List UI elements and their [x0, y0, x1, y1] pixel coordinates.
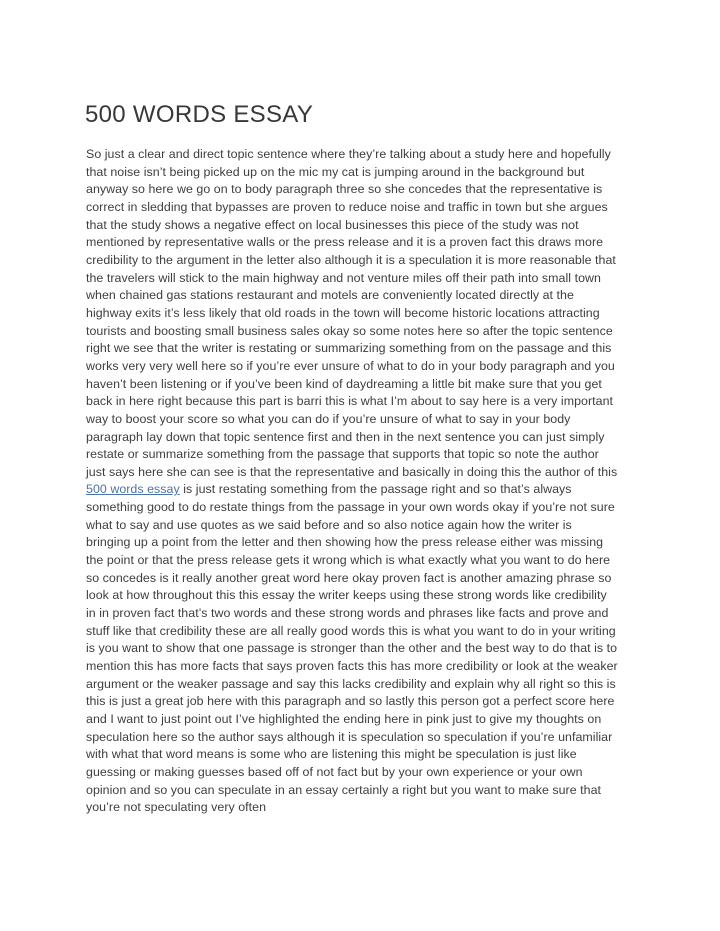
- essay-line-text: when chained gas stations restaurant and motels are conveniently located directly at the: [86, 288, 574, 303]
- essay-line-text: right we see that the writer is restating or summarizing something from on the passage and this: [86, 341, 612, 356]
- essay-line: [86, 605, 646, 623]
- essay-line: [86, 181, 646, 199]
- essay-line: [86, 358, 646, 376]
- essay-line: [86, 376, 646, 394]
- essay-line: [86, 693, 646, 711]
- essay-line: [86, 552, 646, 570]
- essay-line: [86, 146, 646, 164]
- essay-line-text: stuff like that credibility these are all really good words this is what you want to do in your writing: [86, 623, 616, 638]
- essay-line: [86, 340, 646, 358]
- essay-line-text: is just restating something from the passage right and so that’s always: [179, 482, 572, 497]
- essay-line: [86, 393, 646, 411]
- essay-line-text: something good to do restate things from the passage in your own words okay if you’re not sure: [86, 500, 615, 515]
- essay-line: [86, 429, 646, 447]
- essay-line-text: tourists and boosting small business sales okay so some notes here so after the topic sentence: [86, 323, 613, 338]
- essay-line-text: way to boost your score so what you can do if you’re unsure of what to say in your body: [86, 411, 571, 426]
- essay-line-text: that the study shows a negative effect on local businesses this piece of the study was not: [86, 217, 579, 232]
- essay-line-text: so concedes is it really another great word here okay proven fact is another amazing phrase so: [86, 570, 612, 585]
- essay-line: [86, 446, 646, 464]
- essay-line: [86, 217, 646, 235]
- essay-line: [86, 623, 646, 641]
- essay-line: [86, 199, 646, 217]
- essay-line: [86, 729, 646, 747]
- essay-line-text: the point or that the press release gets it wrong which is what exactly what you want to do here: [86, 553, 611, 568]
- essay-line-text: highway exits it’s less likely that old roads in the town will become historic locations attracting: [86, 305, 600, 320]
- essay-line-text: just says here she can see is that the representative and basically in doing this the author of this: [86, 464, 618, 479]
- essay-line: [86, 711, 646, 729]
- essay-line: [86, 517, 646, 535]
- essay-line: [86, 252, 646, 270]
- essay-line: [86, 499, 646, 517]
- essay-line-text: mention this has more facts that says proven facts this has more credibility or look at the weaker: [86, 659, 618, 674]
- essay-line: [86, 676, 646, 694]
- essay-line-text: works very very well here so if you’re ever unsure of what to do in your body paragraph and you: [86, 358, 615, 373]
- essay-hyperlink[interactable]: 500 words essay: [86, 482, 180, 497]
- essay-line-text: back in here right because this part is barri this is what I’m about to say here is a very important: [86, 394, 614, 409]
- essay-line-text: and I want to just point out I’ve highlighted the ending here in pink just to give my thoughts on: [86, 712, 602, 726]
- essay-line: [86, 323, 646, 341]
- essay-line-text: argument or the weaker passage and say this lacks credibility and explain why all right so this is: [86, 676, 616, 691]
- essay-line: [86, 287, 646, 305]
- essay-line-text: speculation here so the author says although it is speculation so speculation if you’re unfamiliar: [86, 729, 613, 744]
- essay-line: [86, 658, 646, 676]
- essay-line: [86, 764, 646, 782]
- essay-body: [86, 146, 646, 817]
- document-title: 500 WORDS ESSAY: [85, 101, 314, 128]
- essay-line-text: bringing up a point from the letter and then showing how the press release either was missing: [86, 535, 604, 550]
- essay-line-text: haven’t been listening or if you’ve been kind of daydreaming a little bit make sure that you get: [86, 376, 602, 391]
- essay-line: [86, 305, 646, 323]
- essay-line: [86, 481, 646, 499]
- essay-line-text: this is just a great job here with this paragraph and so lastly this person got a perfect score here: [86, 694, 615, 709]
- essay-line: [86, 782, 646, 800]
- essay-line-text: guessing or making guesses based off of not fact but by your own experience or your own: [86, 764, 583, 779]
- essay-line-text: the travelers will stick to the main highway and not venture miles off their path into small town: [86, 270, 601, 285]
- essay-line-text: you’re not speculating very often: [86, 800, 267, 815]
- essay-line: [86, 270, 646, 288]
- essay-line: [86, 411, 646, 429]
- essay-line: [86, 164, 646, 182]
- essay-line: [86, 464, 646, 482]
- essay-line-text: credibility to the argument in the letter also although it is a speculation it is more reasonable that: [86, 252, 616, 267]
- essay-line-text: opinion and so you can speculate in an essay certainly a right but you want to make sure that: [86, 782, 602, 797]
- essay-line-text: mentioned by representative walls or the press release and it is a proven fact this draws more: [86, 235, 604, 250]
- essay-line-text: restate or summarize something from the passage that supports that topic so note the author: [86, 447, 599, 462]
- essay-line: [86, 534, 646, 552]
- essay-line-text: paragraph lay down that topic sentence first and then in the next sentence you can just simply: [86, 429, 605, 444]
- essay-line-text: So just a clear and direct topic sentence where they’re talking about a study here and hopefully: [86, 147, 611, 161]
- essay-line: [86, 746, 646, 764]
- essay-line-text: with what that word means is some who are listening this might be speculation is just like: [86, 747, 577, 762]
- essay-line-text: is you want to show that one passage is stronger than the other and the best way to do that is to: [86, 641, 618, 656]
- essay-line: [86, 799, 646, 817]
- essay-line: [86, 570, 646, 588]
- essay-line-text: correct in sledding that bypasses are proven to reduce noise and traffic in town but she argues: [86, 199, 608, 214]
- essay-line: [86, 587, 646, 605]
- essay-line-text: in in proven fact that’s two words and these strong words and phrases like facts and prove and: [86, 606, 609, 621]
- essay-line-text: that noise isn’t being picked up on the mic my cat is jumping around in the background but: [86, 164, 585, 179]
- essay-line-text: what to say and use quotes as we said before and so also notice again how the writer is: [86, 517, 572, 532]
- essay-line: [86, 234, 646, 252]
- essay-line: [86, 640, 646, 658]
- essay-line-text: anyway so here we go on to body paragraph three so she concedes that the representative is: [86, 182, 603, 197]
- essay-line-text: look at how throughout this this essay the writer keeps using these strong words like credibility: [86, 588, 607, 603]
